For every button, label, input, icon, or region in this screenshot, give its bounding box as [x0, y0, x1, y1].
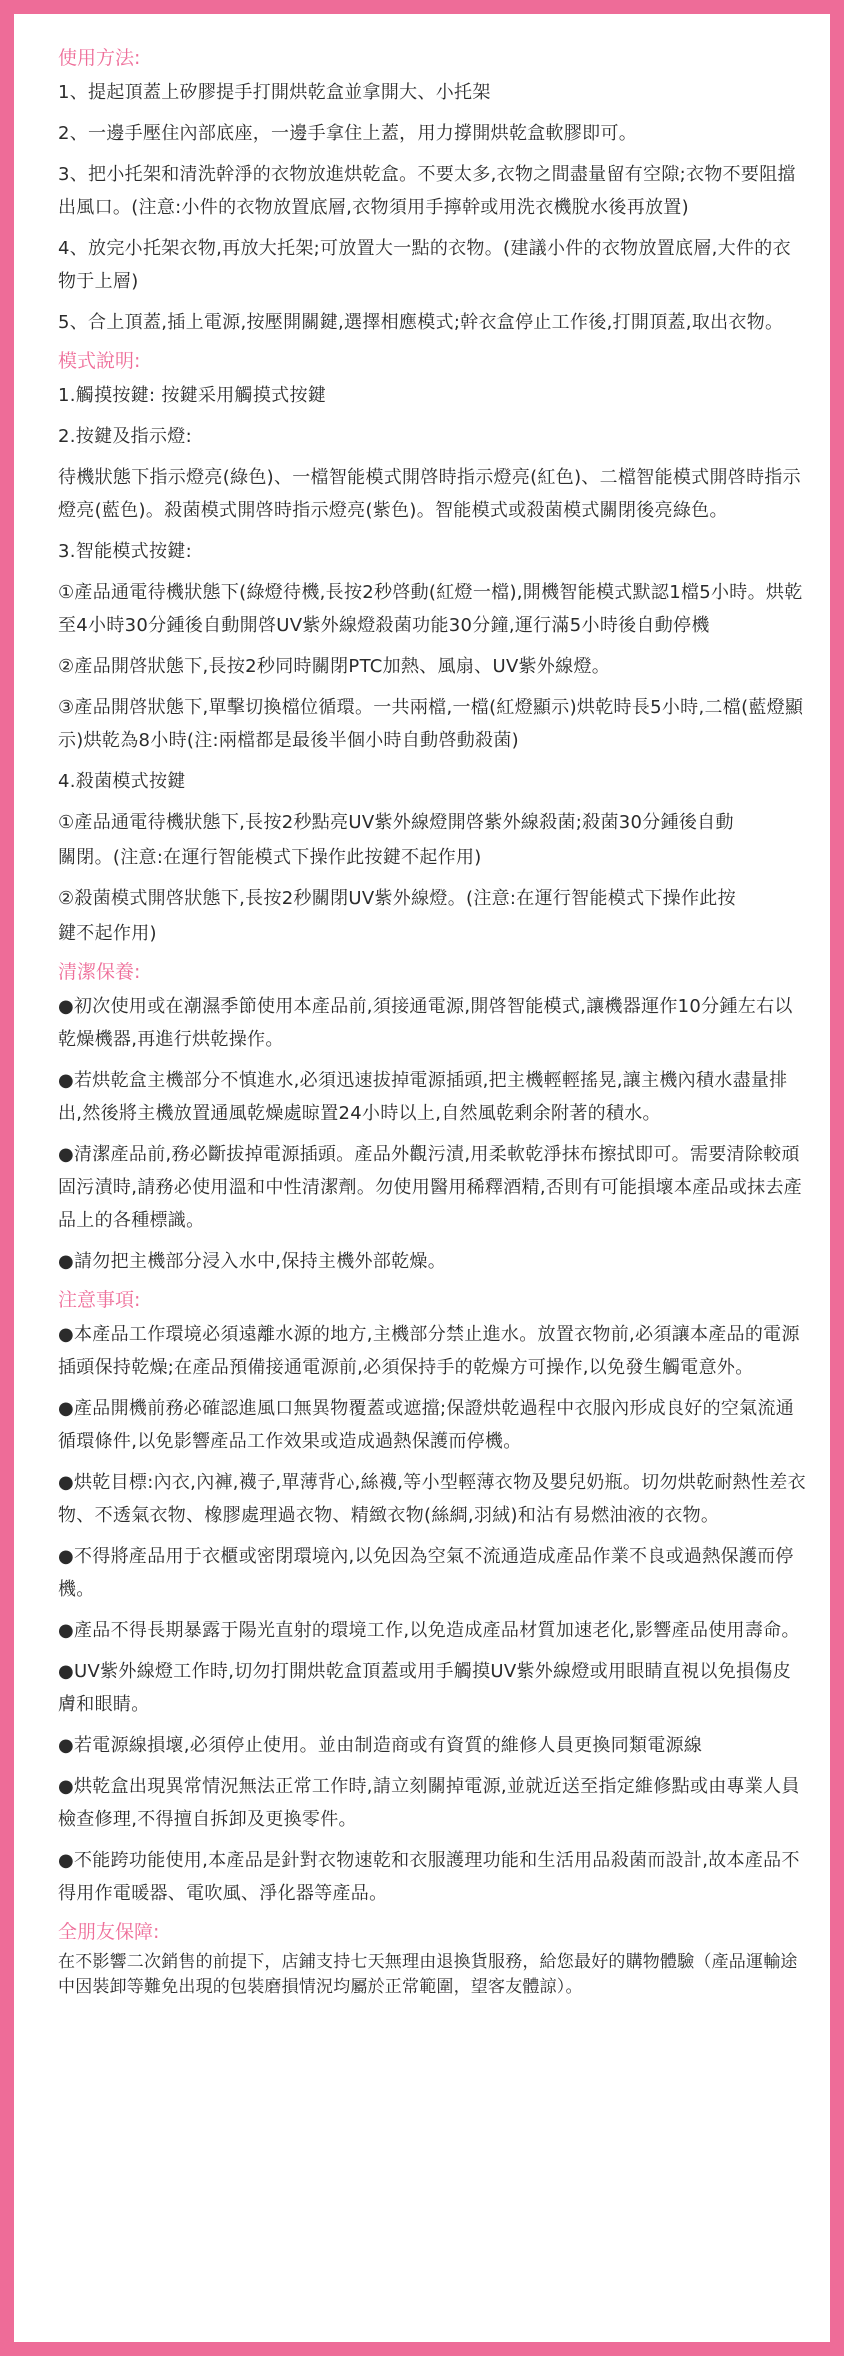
mode-indicator-text: 待機狀態下指示燈亮(綠色)、一檔智能模式開啓時指示燈亮(紅色)、二檔智能模式開啓時指示燈亮(藍色)。殺菌模式開啓時指示燈亮(紫色)。智能模式或殺菌模式關閉後亮綠色。	[58, 467, 801, 521]
mode-smart-item-2: ②產品開啓狀態下,長按2秒同時關閉PTC加熱、風扇、UV紫外線燈。	[58, 656, 611, 677]
usage-step-3: 3、把小托架和清洗幹淨的衣物放進烘乾盒。不要太多,衣物之間盡量留有空隙;衣物不要阻擋出風口。(注意:小件的衣物放置底層,衣物須用手擰幹或用洗衣機脫水後再放置)	[58, 164, 796, 218]
cleaning-item-1: ●初次使用或在潮濕季節使用本產品前,須接通電源,開啓智能模式,讓機器運作10分鍾左右以乾燥機器,再進行烘乾操作。	[58, 996, 793, 1050]
usage-step-2: 2、一邊手壓住內部底座，一邊手拿住上蓋，用力撐開烘乾盒軟膠即可。	[58, 123, 638, 144]
modes-section-title: 模式說明:	[58, 350, 141, 372]
usage-step-4: 4、放完小托架衣物,再放大托架;可放置大一點的衣物。(建議小件的衣物放置底層,大件的衣物于上層)	[58, 238, 791, 292]
guarantee-text: 在不影響二次銷售的前提下，店鋪支持七天無理由退換貨服務，給您最好的購物體驗（產品運輸途中因裝卸等難免出現的包裝磨損情況均屬於正常範圍，望客友體諒）。	[58, 1952, 798, 1997]
notes-item-3: ●烘乾目標:內衣,內褲,襪子,單薄背心,絲襪,等小型輕薄衣物及嬰兒奶瓶。切勿烘乾耐熱性差衣物、不透氣衣物、橡膠處理過衣物、精緻衣物(絲綢,羽絨)和沾有易燃油液的衣物。	[58, 1472, 806, 1526]
notes-item-8: ●烘乾盒出現異常情況無法正常工作時,請立刻關掉電源,並就近送至指定維修點或由專業人員檢查修理,不得擅自拆卸及更換零件。	[58, 1776, 800, 1830]
cleaning-item-3: ●清潔產品前,務必斷拔掉電源插頭。產品外觀污漬,用柔軟乾淨抹布擦拭即可。需要清除較頑固污漬時,請務必使用溫和中性清潔劑。勿使用醫用稀釋酒精,否則有可能損壞本產品或抹去產品上的各種標識。	[58, 1144, 803, 1231]
notes-section-title: 注意事項:	[58, 1289, 141, 1311]
mode-sterilize-line-3: ②殺菌模式開啓狀態下,長按2秒關閉UV紫外線燈。(注意:在運行智能模式下操作此按	[58, 888, 736, 909]
notes-item-2: ●產品開機前務必確認進風口無異物覆蓋或遮擋;保證烘乾過程中衣服內形成良好的空氣流通循環條件,以免影響產品工作效果或造成過熱保護而停機。	[58, 1398, 795, 1452]
mode-sterilize-title: 4.殺菌模式按鍵	[58, 771, 186, 792]
mode-sterilize-line-2: 關閉。(注意:在運行智能模式下操作此按鍵不起作用)	[58, 847, 482, 868]
mode-indicator-title: 2.按鍵及指示燈:	[58, 426, 192, 447]
mode-smart-item-1: ①產品通電待機狀態下(綠燈待機,長按2秒啓動(紅燈一檔),開機智能模式默認1檔5小時。烘乾至4小時30分鍾後自動開啓UV紫外線燈殺菌功能30分鐘,運行滿5小時後自動停機	[58, 582, 803, 636]
usage-step-1: 1、提起頂蓋上矽膠提手打開烘乾盒並拿開大、小托架	[58, 82, 491, 103]
mode-smart-item-3: ③產品開啓狀態下,單擊切換檔位循環。一共兩檔,一檔(紅燈顯示)烘乾時長5小時,二檔(藍燈顯示)烘乾為8小時(注:兩檔都是最後半個小時自動啓動殺菌)	[58, 697, 804, 751]
notes-item-5: ●產品不得長期暴露于陽光直射的環境工作,以免造成產品材質加速老化,影響產品使用壽命。	[58, 1620, 800, 1641]
notes-item-7: ●若電源線損壞,必須停止使用。並由制造商或有資質的維修人員更換同類電源線	[58, 1735, 703, 1756]
notes-item-6: ●UV紫外線燈工作時,切勿打開烘乾盒頂蓋或用手觸摸UV紫外線燈或用眼睛直視以免損傷皮膚和眼睛。	[58, 1661, 791, 1715]
usage-section-title: 使用方法:	[58, 47, 141, 69]
mode-smart-title: 3.智能模式按鍵:	[58, 541, 192, 562]
cleaning-section-title: 清潔保養:	[58, 961, 141, 983]
guarantee-section-title: 全朋友保障:	[58, 1921, 160, 1943]
mode-touch-key: 1.觸摸按鍵: 按鍵采用觸摸式按鍵	[58, 385, 327, 406]
instruction-card	[14, 14, 830, 2342]
notes-item-4: ●不得將產品用于衣櫃或密閉環境內,以免因為空氣不流通造成產品作業不良或過熱保護而停機。	[58, 1546, 794, 1600]
mode-sterilize-line-1: ①產品通電待機狀態下,長按2秒點亮UV紫外線燈開啓紫外線殺菌;殺菌30分鍾後自動	[58, 812, 734, 833]
notes-item-1: ●本產品工作環境必須遠離水源的地方,主機部分禁止進水。放置衣物前,必須讓本產品的電源插頭保持乾燥;在產品預備接通電源前,必須保持手的乾燥方可操作,以免發生觸電意外。	[58, 1324, 800, 1378]
notes-item-9: ●不能跨功能使用,本產品是針對衣物速乾和衣服護理功能和生活用品殺菌而設計,故本產品不得用作電暖器、電吹風、淨化器等產品。	[58, 1850, 800, 1904]
cleaning-item-4: ●請勿把主機部分浸入水中,保持主機外部乾燥。	[58, 1251, 447, 1272]
mode-sterilize-line-4: 鍵不起作用)	[58, 923, 157, 944]
cleaning-item-2: ●若烘乾盒主機部分不慎進水,必須迅速拔掉電源插頭,把主機輕輕搖晃,讓主機內積水盡量排出,然後將主機放置通風乾燥處晾置24小時以上,自然風乾剩余附著的積水。	[58, 1070, 788, 1124]
usage-step-5: 5、合上頂蓋,插上電源,按壓開關鍵,選擇相應模式;幹衣盒停止工作後,打開頂蓋,取出衣物。	[58, 312, 784, 333]
